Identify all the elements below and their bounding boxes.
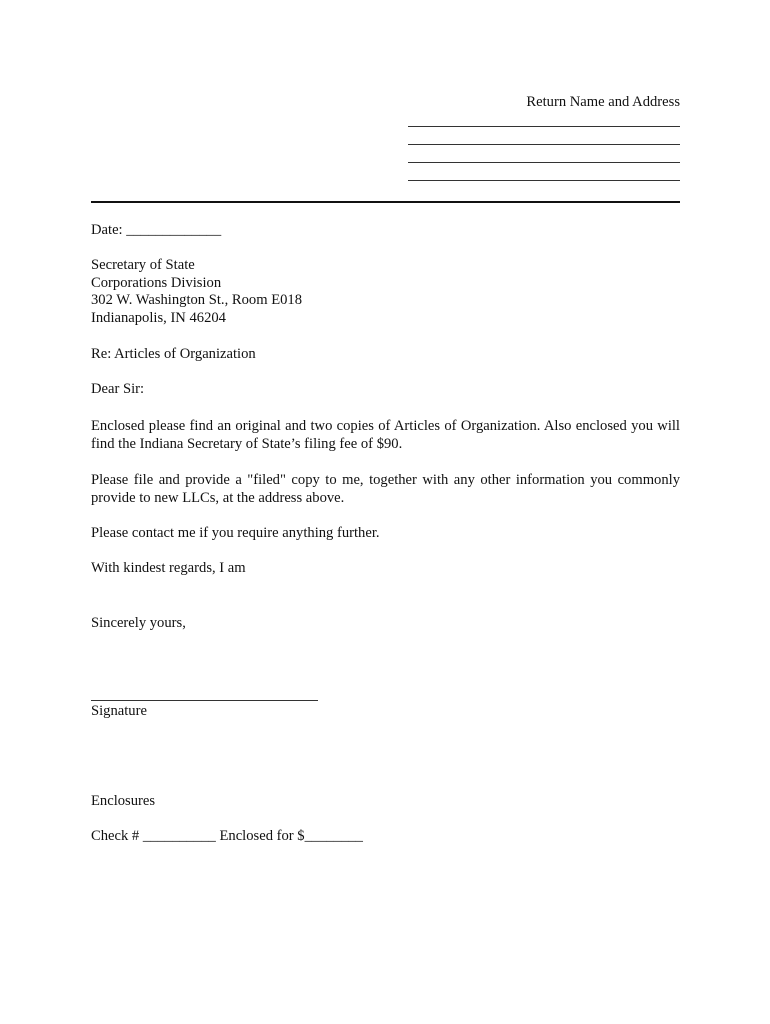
recipient-line: Indianapolis, IN 46204 xyxy=(91,310,226,326)
body-paragraph: Please contact me if you require anything further. xyxy=(91,525,380,541)
date-field[interactable] xyxy=(91,222,221,240)
date-label: Date: xyxy=(91,222,123,238)
signature-line[interactable] xyxy=(91,700,318,701)
enclosures-label: Enclosures xyxy=(91,793,156,809)
return-address-line-4[interactable] xyxy=(408,180,680,181)
return-address-line-1[interactable] xyxy=(408,126,680,127)
return-address-line-2[interactable] xyxy=(408,144,680,145)
recipient-line: Corporations Division xyxy=(91,275,222,291)
recipient-line: Secretary of State xyxy=(91,257,195,273)
subject-line: Re: Articles of Organization xyxy=(91,346,256,362)
body-paragraph: With kindest regards, I am xyxy=(91,560,246,576)
return-address-label: Return Name and Address xyxy=(526,94,680,110)
signature-label: Signature xyxy=(91,703,147,719)
date-blank[interactable]: _____________ xyxy=(126,222,222,238)
body-paragraph: Please file and provide a "filed" copy to me, together with any other information you commonly provide to new LLCs, at the address above. xyxy=(91,472,680,506)
check-line[interactable]: Check # __________ Enclosed for $________ xyxy=(91,828,363,844)
return-address-line-3[interactable] xyxy=(408,162,680,163)
recipient-line: 302 W. Washington St., Room E018 xyxy=(91,292,302,308)
body-paragraph: Enclosed please find an original and two copies of Articles of Organization. Also enclosed you will find the Indiana Secretary of State’s filing fee of $90. xyxy=(91,418,680,452)
closing: Sincerely yours, xyxy=(91,615,186,631)
salutation: Dear Sir: xyxy=(91,381,145,397)
header-divider xyxy=(91,201,680,203)
